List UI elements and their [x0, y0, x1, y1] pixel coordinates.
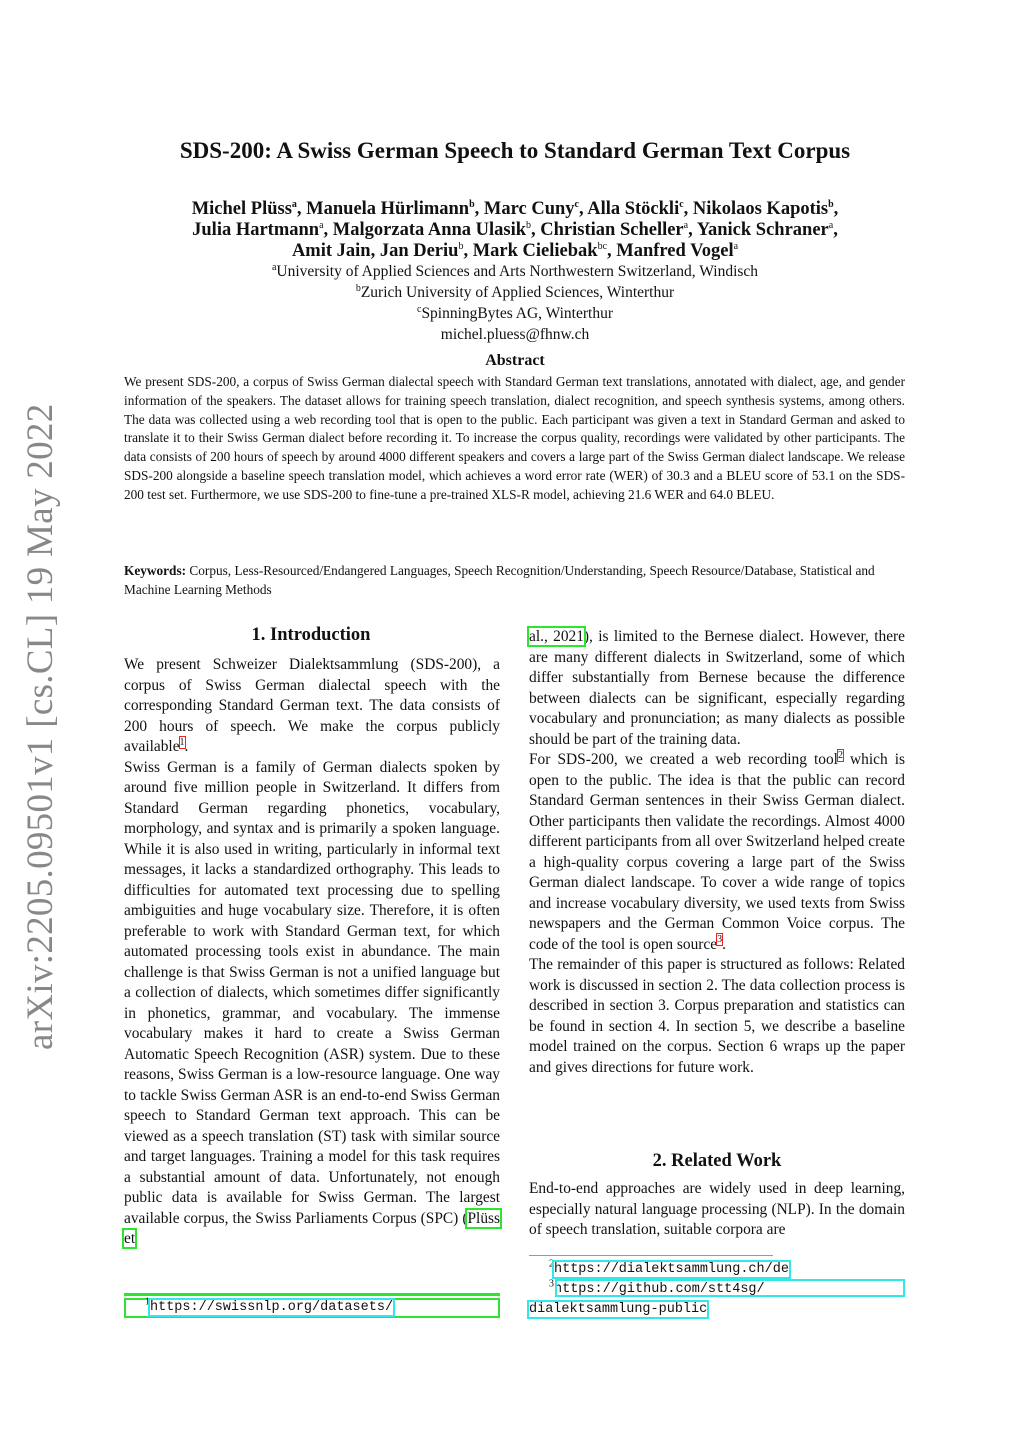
- footnote-number: 1: [145, 1296, 150, 1308]
- paragraph: [529, 750, 905, 955]
- section-heading-introduction: 1. Introduction: [251, 625, 371, 645]
- footnote-url-1[interactable]: https://swissnlp.org/datasets/: [150, 1300, 394, 1315]
- author-affil: c: [679, 198, 684, 210]
- footnote-rule: [124, 1293, 500, 1296]
- author-affil: b: [469, 198, 475, 210]
- paragraph-text: .: [722, 935, 726, 953]
- author: Amit Jain: [291, 241, 371, 261]
- paragraph: [529, 627, 905, 750]
- author: Mark Cieliebak: [472, 241, 598, 261]
- footnote-url-2[interactable]: https://dialektsammlung.ch/de: [554, 1262, 789, 1277]
- abstract-heading: Abstract: [485, 352, 545, 369]
- author-affil: b: [828, 198, 834, 210]
- author: Marc Cuny: [483, 199, 575, 219]
- affil-mark: c: [416, 303, 422, 315]
- citation-link[interactable]: Plüss et: [124, 1209, 500, 1247]
- affil-mark: a: [271, 261, 277, 273]
- footnote-link-3[interactable]: 3: [717, 934, 723, 946]
- citation-link-cont[interactable]: al., 2021: [529, 628, 584, 645]
- affiliation-a: [120, 263, 910, 281]
- author-affil: a: [319, 219, 324, 231]
- author-line-1: Michel Plüss$^a$, Manuela Hürlimann$^b$, Marc Cuny$^c$, Alla Stöckli$^c$, Nikolaos Kapotis$^b$,: [191, 198, 839, 219]
- author-affil: bc: [597, 240, 608, 252]
- paragraph-text: We present Schweizer Dialektsammlung (SDS-200), a corpus of Swiss German dialectal speech with the corresponding Standard German text. The data consists of 200 hours of speech. We make the corpus publicly available: [124, 656, 500, 755]
- left-column-body: [124, 655, 500, 1250]
- author: Christian Scheller: [540, 220, 684, 240]
- keywords-label: Keywords:: [124, 563, 187, 578]
- paragraph-text: .: [184, 738, 189, 755]
- author: Nikolaos Kapotis: [692, 199, 829, 219]
- author-line-3: Amit Jain, Jan Deriu$^b$, Mark Cieliebak$^{bc}$, Manfred Vogel$^a$: [291, 240, 739, 261]
- affil-text: University of Applied Sciences and Arts Northwestern Switzerland, Windisch: [276, 263, 759, 280]
- footnote-url-3-part2[interactable]: dialektsammlung-public: [529, 1302, 708, 1317]
- related-work-body: [529, 1179, 905, 1241]
- footnote-url-3-box[interactable]: [555, 1279, 905, 1297]
- author-affil: a: [683, 219, 689, 231]
- author: Yanick Schraner: [696, 220, 829, 240]
- section-heading-related-work: 2. Related Work: [652, 1151, 782, 1171]
- author-affil: a: [828, 219, 834, 231]
- author: Manfred Vogel: [616, 241, 734, 261]
- affil-text: SpinningBytes AG, Winterthur: [421, 305, 613, 322]
- author-email: michel.pluess@fhnw.ch: [440, 326, 590, 343]
- affil-text: Zurich University of Applied Sciences, Winterthur: [360, 284, 675, 301]
- affiliation-b: [120, 284, 910, 302]
- footnote-2: [549, 1260, 789, 1277]
- footnote-number: 2: [549, 1258, 554, 1270]
- paragraph: The remainder of this paper is structured as follows: Related work is discussed in section 2. The data collection process is described in section 3. Corpus preparation and statistics can be found in section 4. In section 5, we describe a baseline model trained on the corpus. Section 6 wraps up the paper and gives directions for future work.: [529, 956, 905, 1076]
- paragraph-text: For SDS-200, we created a web recording tool: [529, 751, 838, 768]
- affil-mark: b: [355, 282, 361, 294]
- footnote-1: [145, 1298, 393, 1315]
- paragraph: End-to-end approaches are widely used in deep learning, especially natural language processing (NLP). In the domain of speech translation, suitable corpora are: [529, 1180, 905, 1238]
- author-list: [120, 199, 910, 262]
- right-column-body: [529, 627, 905, 1078]
- author: Malgorzata Anna Ulasik: [332, 220, 527, 240]
- footnote-rule: [529, 1255, 773, 1256]
- paper-title: SDS-200: A Swiss German Speech to Standard German Text Corpus: [179, 138, 851, 163]
- paragraph-text: ), is limited to the Bernese dialect. However, there are many different dialects in Switzerland, some of which differ substantially from Bernese because the difference between dialects can be significant, especially regarding vocabulary and pronunciation; as many dialects as possible should be part of the training data.: [529, 628, 905, 748]
- author: Jan Deriu: [379, 241, 459, 261]
- author-line-2: Julia Hartmann$^a$, Malgorzata Anna Ulasik$^b$, Christian Scheller$^a$, Yanick Schraner$^a$,: [192, 219, 838, 240]
- author: Michel Plüss: [191, 199, 292, 219]
- footnote-link-1[interactable]: 1: [179, 736, 185, 748]
- author: Manuela Hürlimann: [306, 199, 470, 219]
- author-affil: b: [526, 219, 532, 231]
- keywords-text: Corpus, Less-Resourced/Endangered Languages, Speech Recognition/Understanding, Speech Resource/Database, Statistical and Machine Learning Methods: [124, 563, 875, 597]
- author-affil: a: [291, 198, 297, 210]
- affiliation-c: [120, 305, 910, 323]
- footnote-link-2[interactable]: 2: [837, 749, 843, 761]
- author: Julia Hartmann: [192, 220, 320, 240]
- footnote-3-cont: [529, 1300, 707, 1317]
- author: Alla Stöckli: [587, 199, 680, 219]
- arxiv-identifier: arXiv:2205.09501v1 [cs.CL] 19 May 2022: [20, 403, 61, 1050]
- paragraph-text: Swiss German is a family of German dialects spoken by around five million people in Switzerland. It differs from Standard German regarding phonetics, vocabulary, morphology, and syntax and is primarily a spoken language. While it is also used in writing, particularly in informal text messages, it lacks a standardized orthography. This leads to difficulties for automated text processing due to spelling ambiguities and huge vocabulary size. Therefore, it is often preferable to work with Standard German text, for which automated processing tools exist in abundance. The main challenge is that Swiss German is not a unified language but a collection of dialects, which sometimes differ significantly in phonetics, grammar, and vocabulary. The immense vocabulary makes it hard to create a Swiss German Automatic Speech Recognition (ASR) system. Due to these reasons, Swiss German is a low-resource language. One way to tackle Swiss German ASR is an end-to-end Swiss German speech to Standard German text approach. This can be viewed as a speech translation (ST) task with similar source and target languages. Training a model for this task requires a substantial amount of data. Unfortunately, not enough public data is available for Swiss German. The largest available corpus, the Swiss Parliaments Corpus (SPC) (: [124, 758, 500, 1227]
- paragraph-text: which is open to the public. The idea is that the public can record Standard German sentences in their Swiss German dialect. Other participants then validate the recordings. Almost 4000 different participants from all over Switzerland helped create a high-quality corpus covering a large part of the Swiss German dialect landscape. To cover a wide range of topics and increase vocabulary diversity, we used texts from Swiss newspapers and the German Common Voice corpus. The code of the tool is open source: [529, 751, 906, 953]
- author-affil: a: [733, 240, 739, 252]
- keywords: [124, 561, 905, 599]
- footnote-number: 3: [549, 1278, 554, 1290]
- author-affil: c: [574, 198, 579, 210]
- author-affil: b: [458, 240, 464, 252]
- abstract-text: We present SDS-200, a corpus of Swiss German dialectal speech with Standard German text translations, annotated with dialect, age, and gender information of the speakers. The dataset allows for training speech translation, dialect recognition, and speech synthesis systems, among others. The data was collected using a web recording tool that is open to the public. Each participant was given a text in Standard German and asked to translate it to their Swiss German dialect before recording it. To increase the corpus quality, recordings were validated by other participants. The data consists of 200 hours of speech by around 4000 different speakers and covers a large part of the Swiss German dialect landscape. We release SDS-200 alongside a baseline speech translation model, which achieves a word error rate (WER) of 30.3 and a BLEU score of 53.1 on the SDS-200 test set. Furthermore, we use SDS-200 to fine-tune a pre-trained XLS-R model, achieving 21.6 WER and 64.0 BLEU.: [124, 374, 905, 502]
- paragraph: [124, 655, 500, 758]
- footnote-url-3-part1[interactable]: https://github.com/stt4sg/: [554, 1282, 765, 1297]
- paragraph: [124, 758, 500, 1250]
